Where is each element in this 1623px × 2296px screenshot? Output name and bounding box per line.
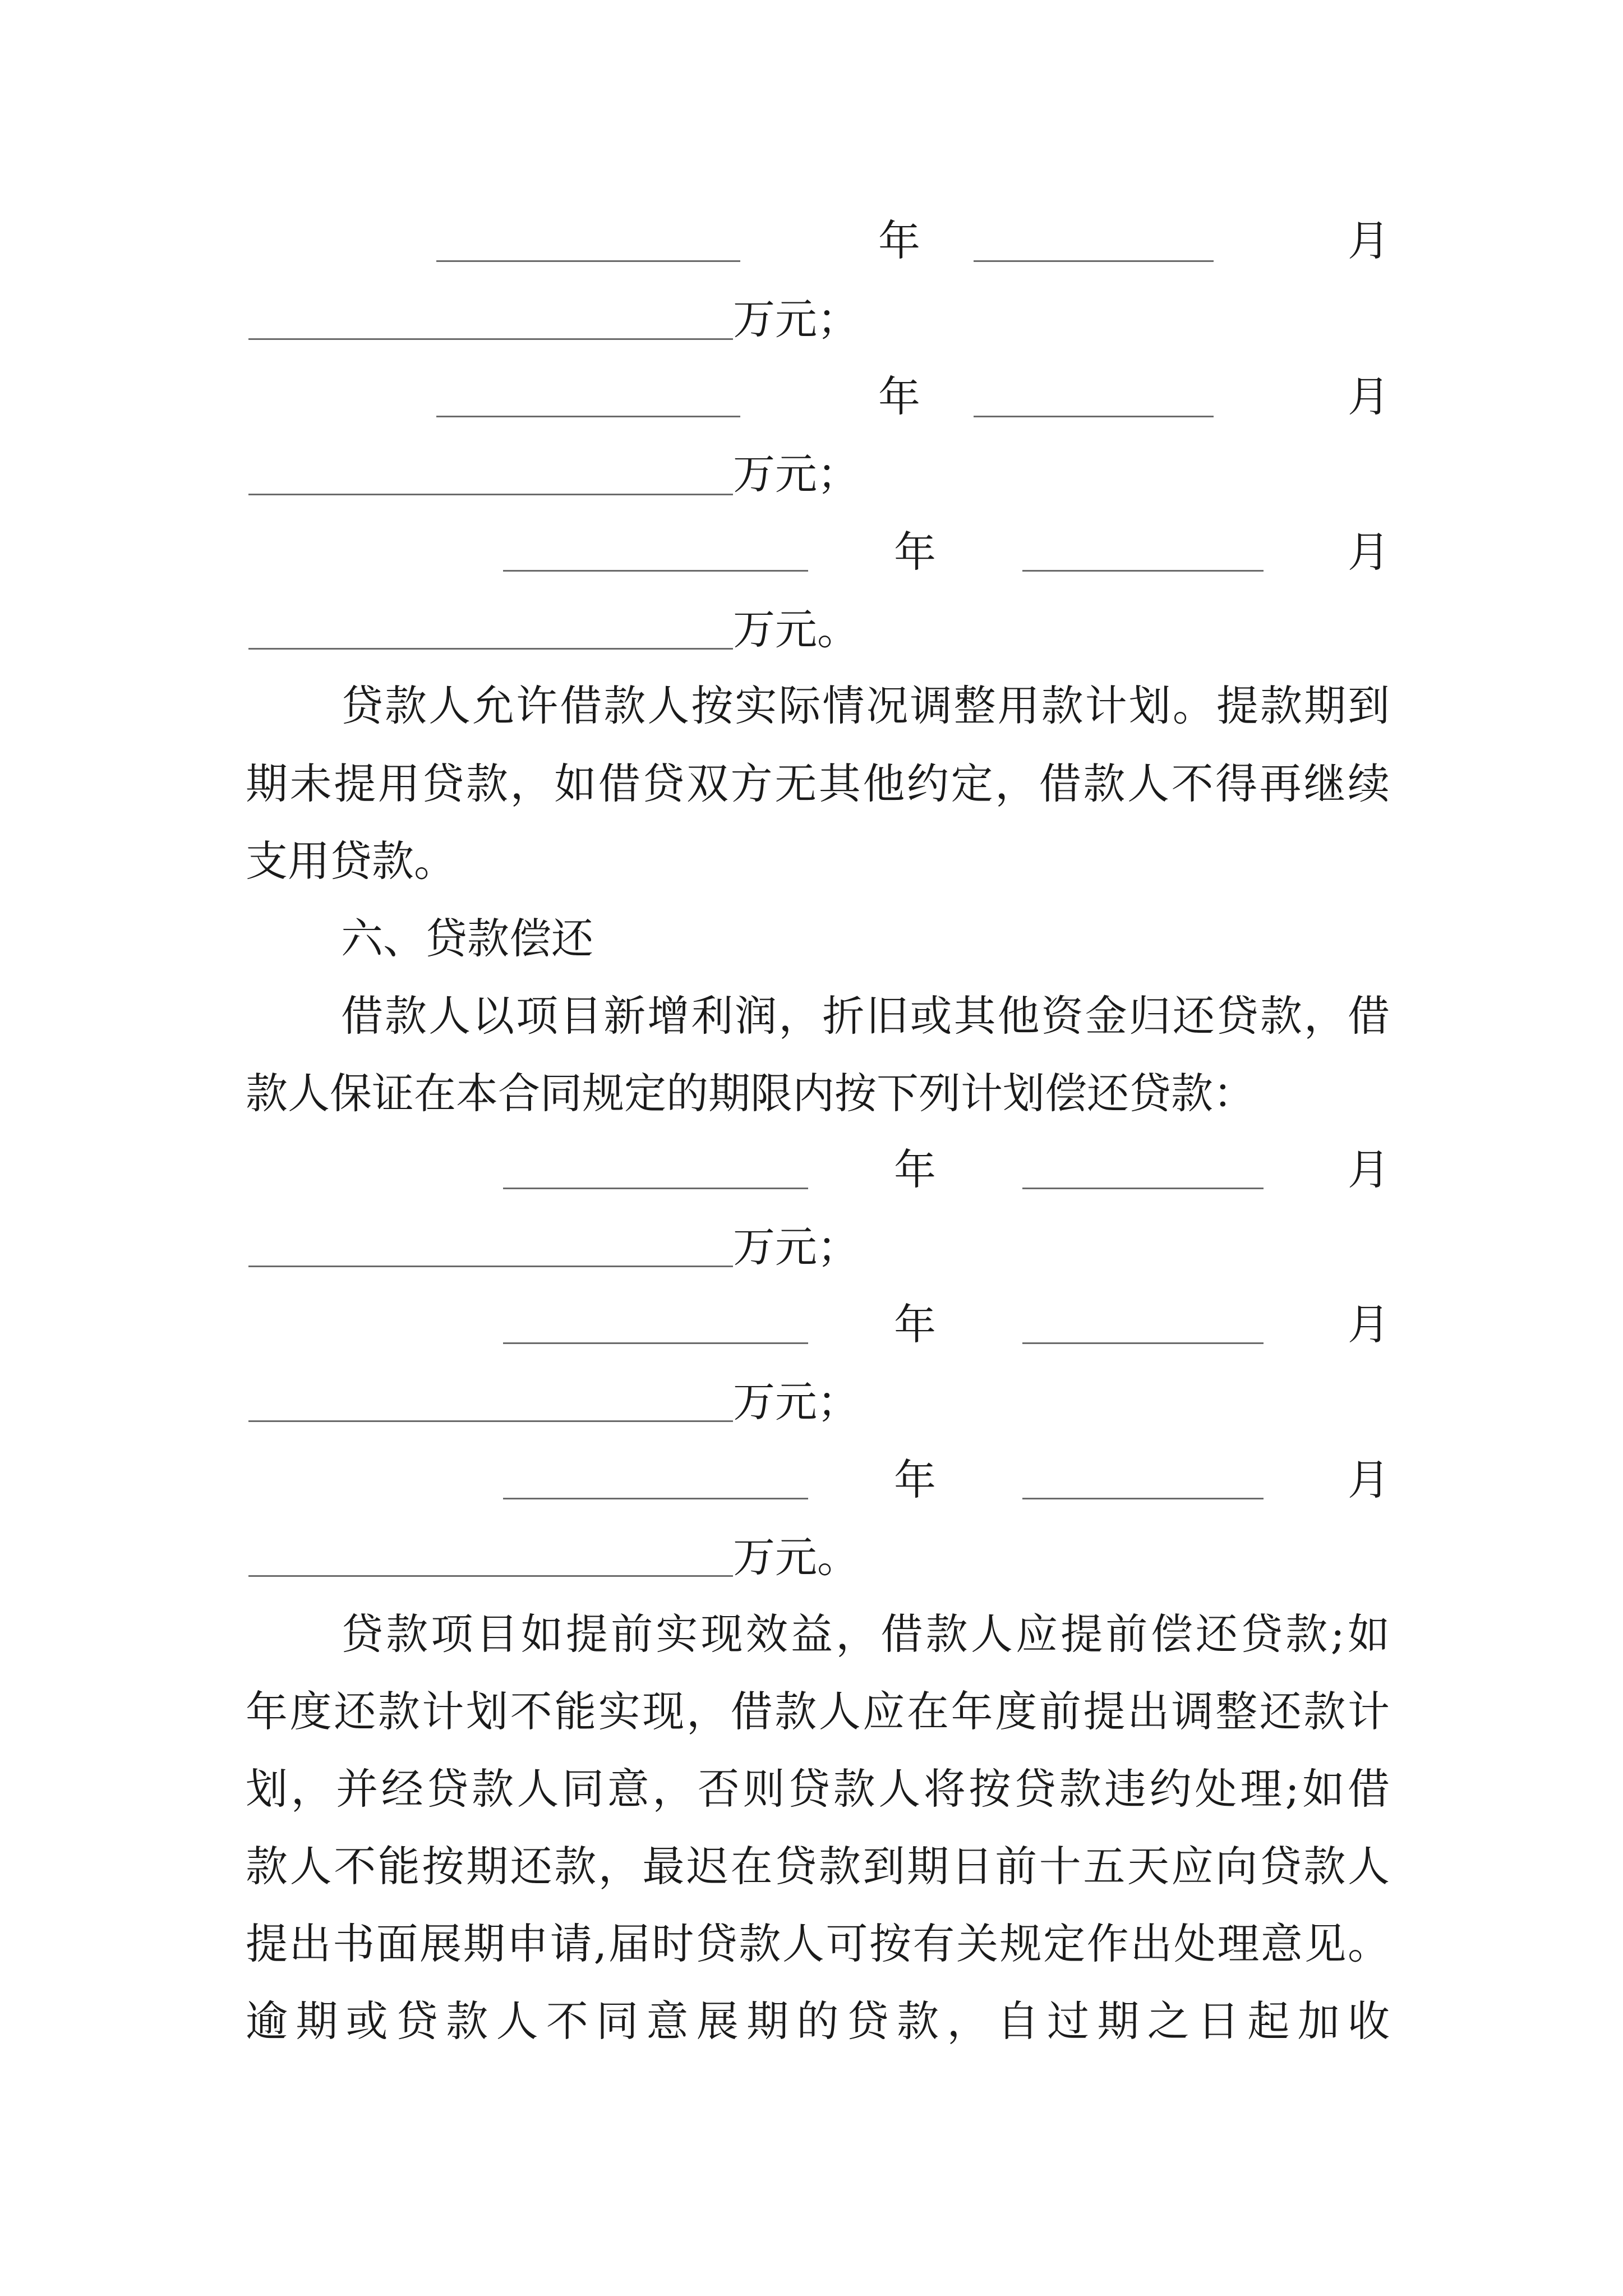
amount-blank — [248, 494, 733, 495]
month-label: 月 — [1348, 527, 1390, 577]
month-label: 月 — [1348, 1455, 1390, 1504]
amount-label: 万元； — [733, 1222, 860, 1272]
month-blank — [1022, 1188, 1264, 1189]
amount-label: 万元。 — [733, 605, 860, 654]
month-label: 月 — [1348, 1300, 1390, 1349]
year-label: 年 — [894, 1145, 937, 1194]
amount-blank — [248, 1266, 733, 1267]
amount-label: 万元； — [733, 295, 860, 344]
section-heading: 六、贷款偿还 — [341, 914, 594, 963]
month-blank — [974, 260, 1214, 262]
amount-label: 万元； — [733, 1377, 860, 1427]
month-blank — [974, 416, 1214, 417]
month-label: 月 — [1348, 216, 1390, 265]
paragraph-line: 贷款人允许借款人按实际情况调整用款计划。提款期到 — [341, 681, 1390, 730]
amount-label: 万元； — [733, 449, 860, 499]
year-label: 年 — [878, 216, 921, 265]
year-blank — [436, 260, 740, 262]
year-blank — [436, 416, 740, 417]
month-blank — [1022, 1498, 1264, 1499]
month-blank — [1022, 570, 1264, 572]
paragraph-line: 提出书面展期申请,届时贷款人可按有关规定作出处理意见。 — [246, 1919, 1390, 1968]
paragraph-line: 年度还款计划不能实现，借款人应在年度前提出调整还款计 — [246, 1687, 1390, 1736]
year-blank — [503, 1342, 808, 1344]
month-label: 月 — [1348, 372, 1390, 421]
paragraph-line: 款人保证在本合同规定的期限内按下列计划偿还贷款： — [246, 1069, 1256, 1118]
paragraph-line: 划，并经贷款人同意，否则贷款人将按贷款违约处理;如借 — [246, 1764, 1390, 1814]
amount-blank — [248, 648, 733, 650]
paragraph-line: 款人不能按期还款，最迟在贷款到期日前十五天应向贷款人 — [246, 1842, 1390, 1891]
year-label: 年 — [894, 527, 937, 577]
year-blank — [503, 1498, 808, 1499]
year-blank — [503, 570, 808, 572]
year-label: 年 — [894, 1455, 937, 1504]
amount-label: 万元。 — [733, 1533, 860, 1582]
paragraph-line: 贷款项目如提前实现效益，借款人应提前偿还贷款;如 — [341, 1609, 1390, 1659]
amount-blank — [248, 1575, 733, 1577]
year-blank — [503, 1188, 808, 1189]
paragraph-line: 逾期或贷款人不同意展期的贷款，自过期之日起加收 — [246, 1996, 1390, 2046]
paragraph-line: 借款人以项目新增利润，折旧或其他资金归还贷款，借 — [341, 991, 1390, 1041]
year-label: 年 — [878, 372, 921, 421]
month-label: 月 — [1348, 1145, 1390, 1194]
year-label: 年 — [894, 1300, 937, 1349]
paragraph-line: 支用贷款。 — [246, 836, 457, 886]
month-blank — [1022, 1342, 1264, 1344]
paragraph-line: 期未提用贷款，如借贷双方无其他约定，借款人不得再继续 — [246, 759, 1390, 808]
amount-blank — [248, 1420, 733, 1422]
amount-blank — [248, 338, 733, 340]
